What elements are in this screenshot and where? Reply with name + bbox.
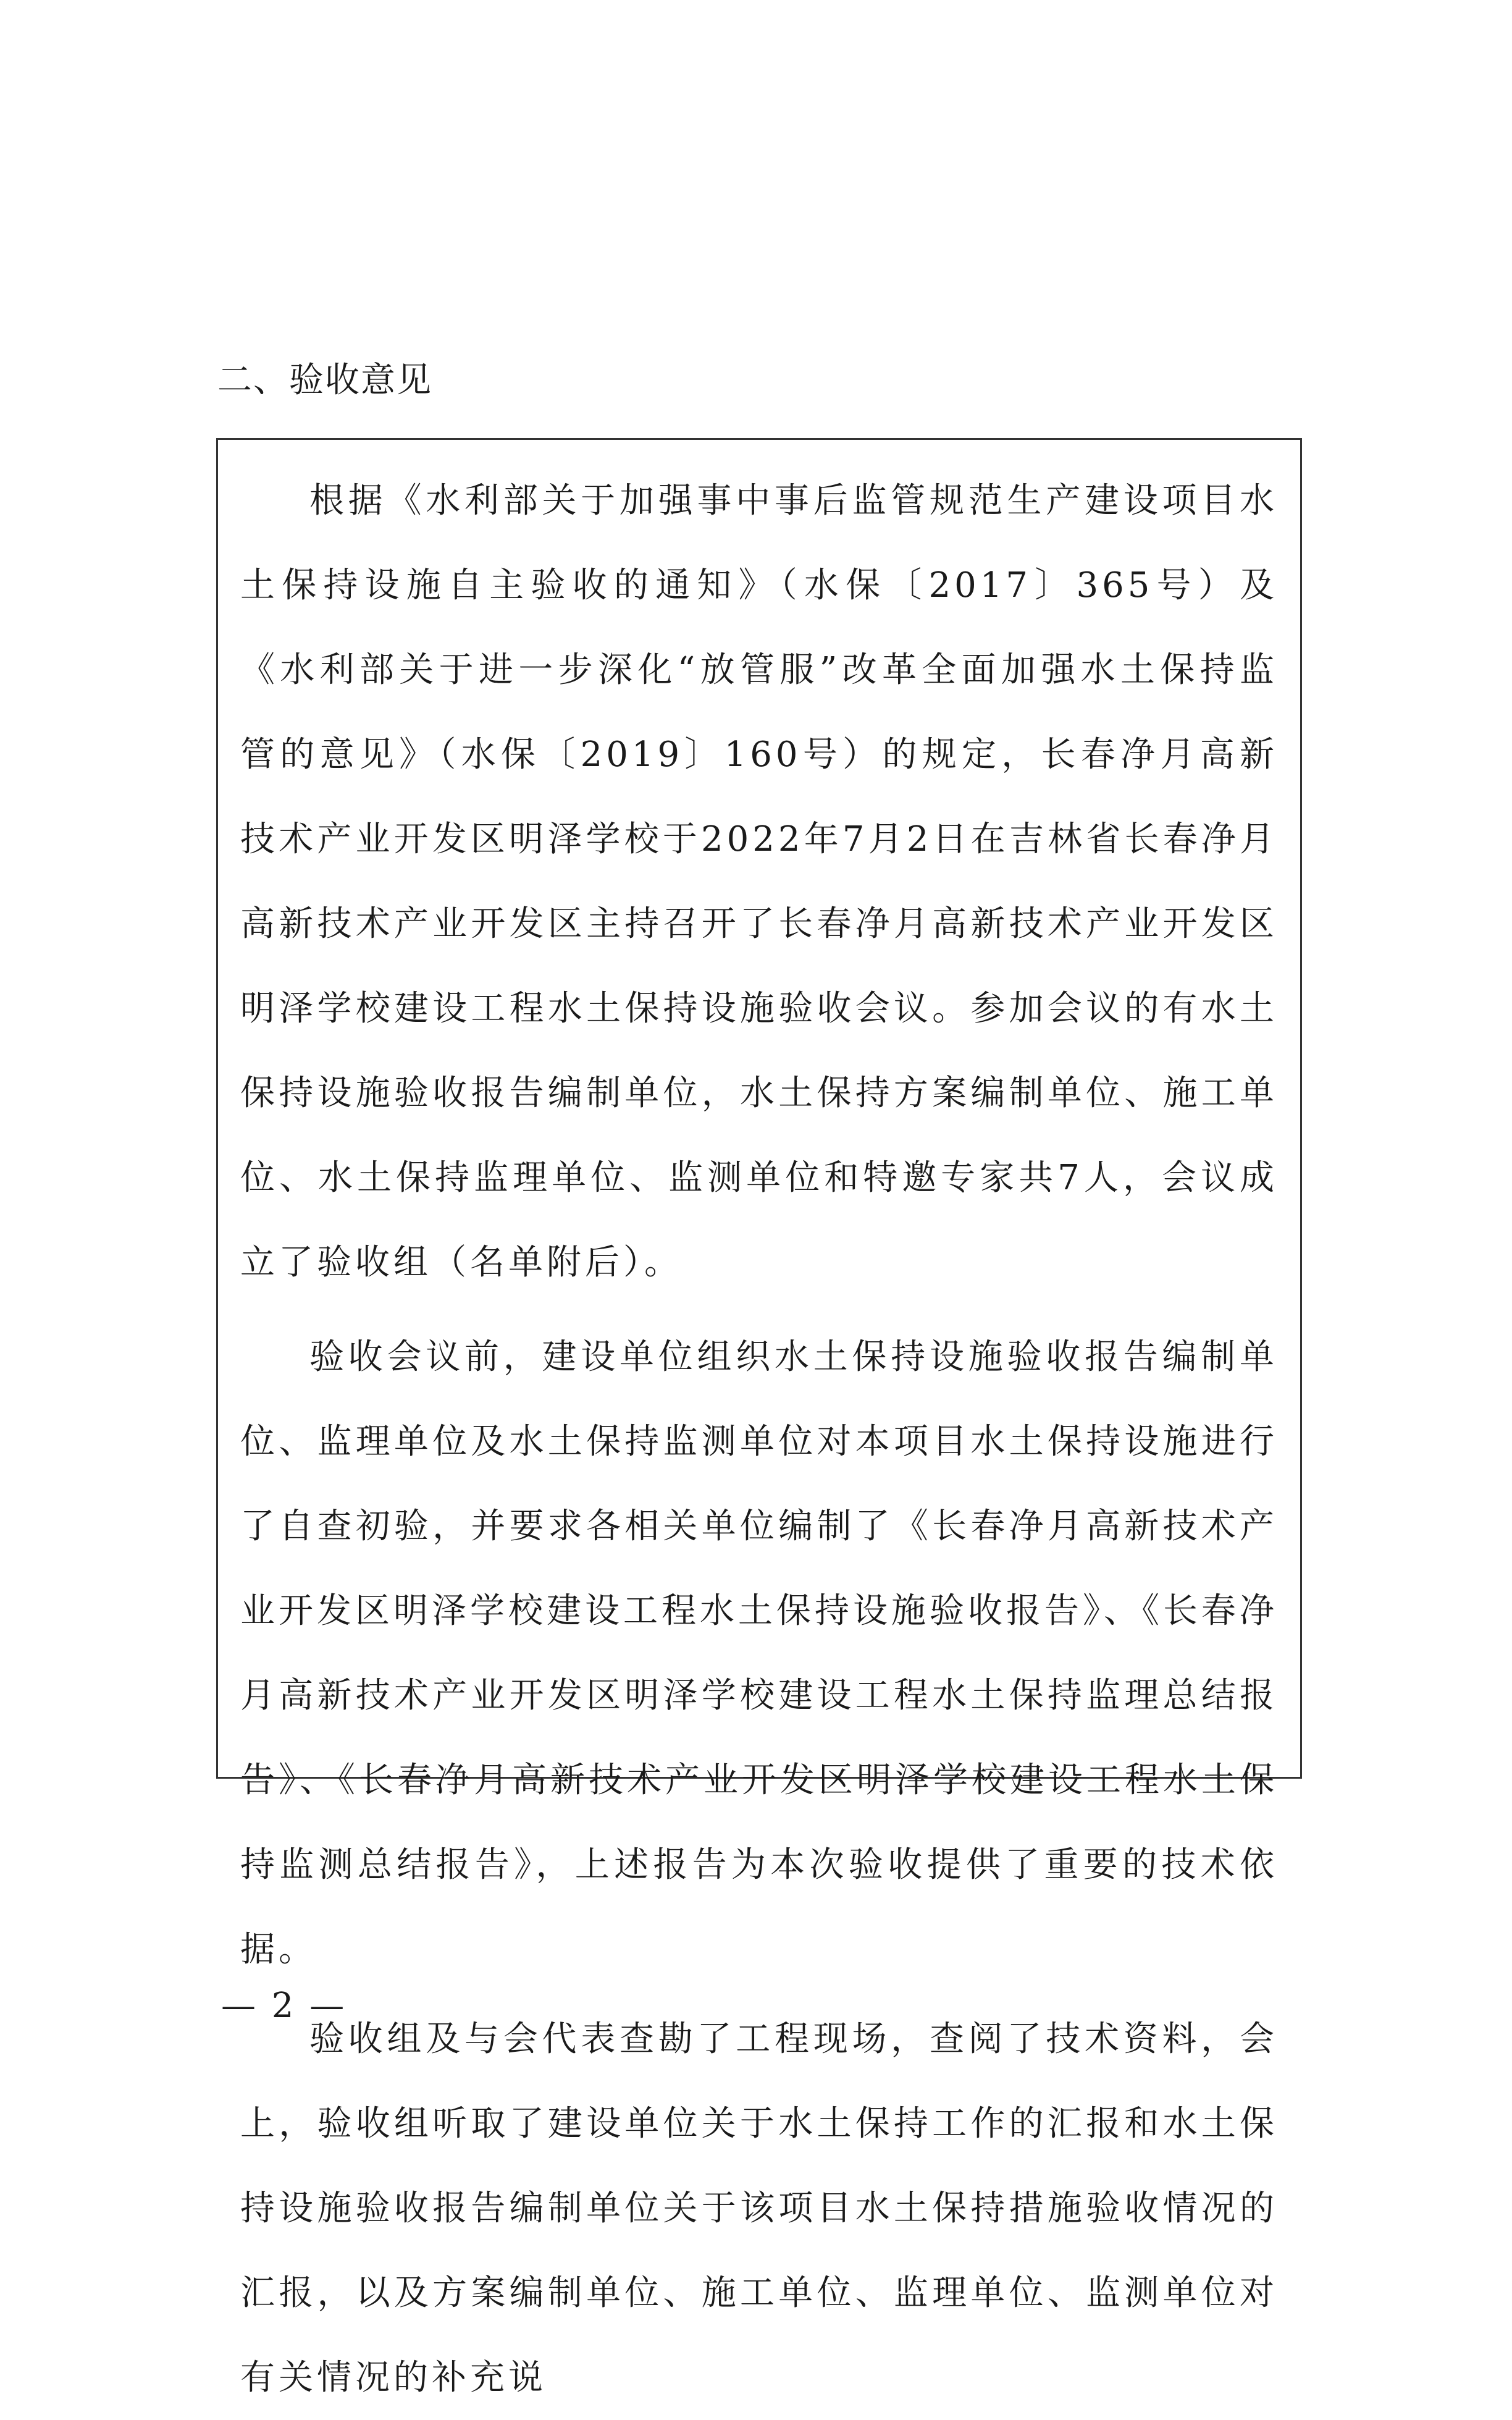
- page-number: — 2 —: [221, 1986, 347, 2026]
- paragraph-site-inspection: 验收组及与会代表查勘了工程现场，查阅了技术资料，会上，验收组听取了建设单位关于水土保持工作的汇报和水土保持设施验收报告编制单位关于该项目水土保持措施验收情况的汇报，以及方案编制单位、施工单位、监理单位、监测单位对有关情况的补充说: [240, 2019, 1278, 2398]
- acceptance-opinion-box: [216, 438, 1302, 2398]
- paragraph-preliminary-inspection: 验收会议前，建设单位组织水土保持设施验收报告编制单位、监理单位及水土保持监测单位对本项目水土保持设施进行了自查初验，并要求各相关单位编制了《长春净月高新技术产业开发区明泽学校建设工程水土保持设施验收报告》、《长春净月高新技术产业开发区明泽学校建设工程水土保持监理总结报告》、《长春净月高新技术产业开发区明泽学校建设工程水土保持监测总结报告》，上述报告为本次验收提供了重要的技术依据。: [240, 1337, 1278, 1970]
- section-heading: 二、验收意见: [217, 360, 432, 400]
- paragraph-basis: 根据《水利部关于加强事中事后监管规范生产建设项目水土保持设施自主验收的通知》（水保〔2017〕365号）及《水利部关于进一步深化“放管服”改革全面加强水土保持监管的意见》（水保〔2019〕160号）的规定，长春净月高新技术产业开发区明泽学校于2022年7月2日在吉林省长春净月高新技术产业开发区主持召开了长春净月高新技术产业开发区明泽学校建设工程水土保持设施验收会议。参加会议的有水土保持设施验收报告编制单位，水土保持方案编制单位、施工单位、水土保持监理单位、监测单位和特邀专家共7人，会议成立了验收组（名单附后）。: [240, 481, 1278, 1283]
